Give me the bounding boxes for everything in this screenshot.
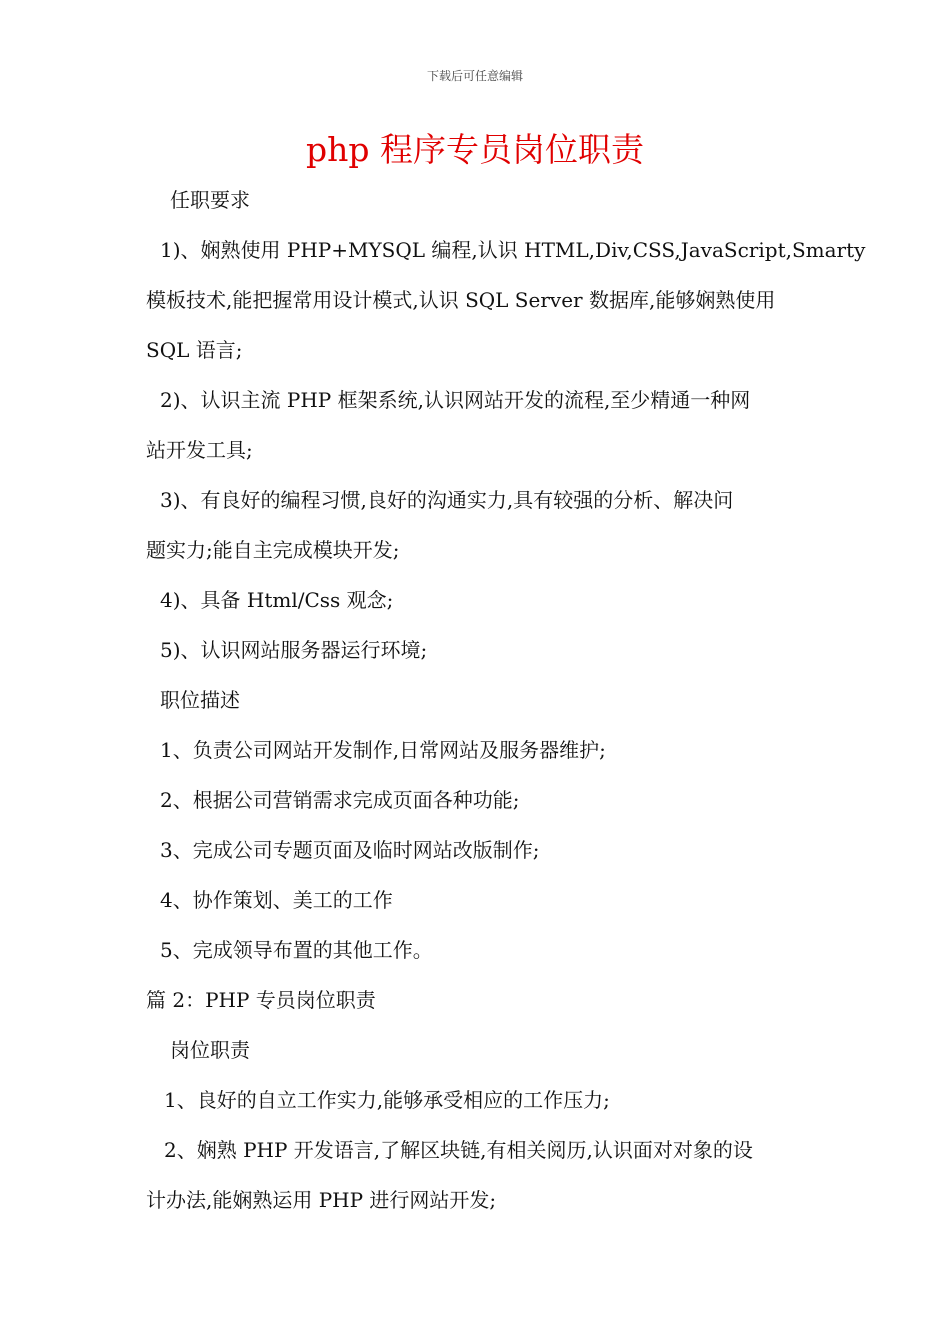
requirement-2-line-1: 2)、认识主流 PHP 框架系统,认识网站开发的流程,至少精通一种网 <box>160 388 751 412</box>
section-heading-responsibilities: 岗位职责 <box>170 1038 250 1062</box>
requirement-1-line-2: 模板技术,能把握常用设计模式,认识 SQL Server 数据库,能够娴熟使用 <box>146 288 776 312</box>
requirement-1-line-1: 1)、娴熟使用 PHP+MYSQL 编程,认识 HTML,Div,CSS,JavaScript,Smarty <box>160 238 866 262</box>
requirement-3-line-2: 题实力;能自主完成模块开发; <box>146 538 400 562</box>
responsibility-1: 1、良好的自立工作实力,能够承受相应的工作压力; <box>164 1088 610 1112</box>
document-title: php 程序专员岗位职责 <box>306 130 644 169</box>
responsibility-2-line-1: 2、娴熟 PHP 开发语言,了解区块链,有相关阅历,认识面对对象的设 <box>164 1138 753 1162</box>
section-heading-job-description: 职位描述 <box>160 688 240 712</box>
requirement-4: 4)、具备 Html/Css 观念; <box>160 588 394 612</box>
description-item-1: 1、负责公司网站开发制作,日常网站及服务器维护; <box>160 738 606 762</box>
section-heading-requirements: 任职要求 <box>170 188 250 212</box>
requirement-2-line-2: 站开发工具; <box>146 438 253 462</box>
requirement-3-line-1: 3)、有良好的编程习惯,良好的沟通实力,具有较强的分析、解决问 <box>160 488 734 512</box>
description-item-2: 2、根据公司营销需求完成页面各种功能; <box>160 788 520 812</box>
requirement-5: 5)、认识网站服务器运行环境; <box>160 638 428 662</box>
description-item-3: 3、完成公司专题页面及临时网站改版制作; <box>160 838 540 862</box>
part-2-heading: 篇 2：PHP 专员岗位职责 <box>146 988 376 1012</box>
description-item-4: 4、协作策划、美工的工作 <box>160 888 393 912</box>
description-item-5: 5、完成领导布置的其他工作。 <box>160 938 433 962</box>
responsibility-2-line-2: 计办法,能娴熟运用 PHP 进行网站开发; <box>146 1188 497 1212</box>
header-note: 下载后可任意编辑 <box>426 69 523 83</box>
requirement-1-line-3: SQL 语言; <box>146 338 243 362</box>
